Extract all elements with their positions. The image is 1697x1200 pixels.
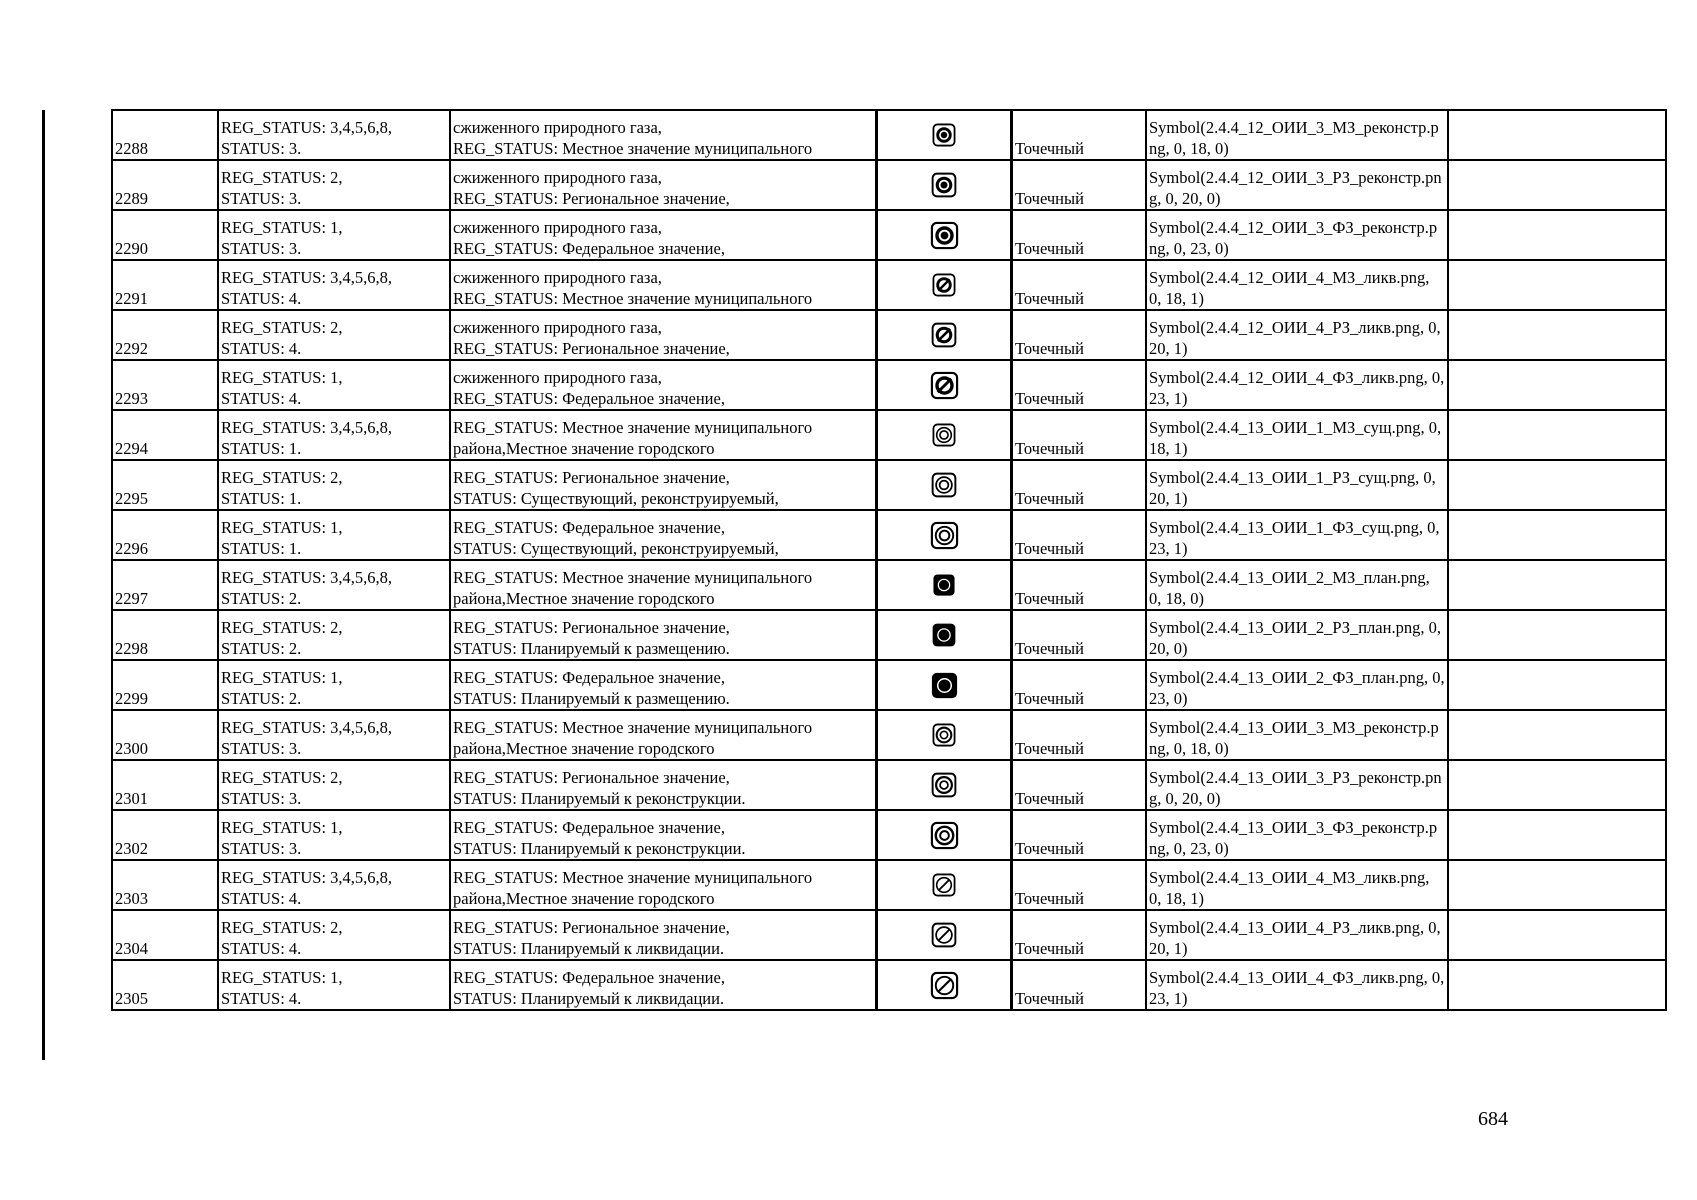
description-cell (450, 160, 877, 210)
facility-liquidate-icon (929, 974, 960, 993)
reg-status-line: REG_STATUS: 2, (221, 918, 343, 937)
description-cell (450, 810, 877, 860)
empty-cell (1448, 910, 1666, 960)
status-codes-cell (218, 310, 450, 360)
empty-cell (1448, 260, 1666, 310)
empty-cell (1448, 160, 1666, 210)
row-number: 2294 (112, 410, 218, 460)
symbol-preview-cell (877, 110, 1012, 160)
geometry-type-cell: Точечный (1012, 610, 1147, 660)
row-number: 2302 (112, 810, 218, 860)
status-line: STATUS: 4. (221, 389, 302, 408)
description-line: STATUS: Планируемый к реконструкции. (453, 789, 746, 808)
description-line: сжиженного природного газа, (453, 368, 662, 387)
geometry-type-cell: Точечный (1012, 160, 1147, 210)
symbol-definition: Symbol(2.4.4_13_ОИИ_2_ФЗ_план.png, 0, 23, 0) (1149, 668, 1445, 708)
description-line: REG_STATUS: Местное значение муниципального (453, 718, 813, 737)
description-cell (450, 210, 877, 260)
description-line: STATUS: Планируемый к размещению. (453, 639, 730, 658)
symbol-definition-cell (1146, 160, 1448, 210)
row-number: 2305 (112, 960, 218, 1010)
description-line: района,Местное значение городского (453, 589, 715, 608)
description-cell (450, 560, 877, 610)
status-codes-cell (218, 910, 450, 960)
facility-reconstruct-icon (930, 774, 958, 793)
symbol-preview-cell (877, 810, 1012, 860)
description-line: REG_STATUS: Региональное значение, (453, 468, 730, 487)
empty-cell (1448, 960, 1666, 1010)
row-number: 2300 (112, 710, 218, 760)
facility-reconstruct-icon (929, 824, 960, 843)
symbol-definition: Symbol(2.4.4_13_ОИИ_4_МЗ_ликв.png, 0, 18, 1) (1149, 868, 1430, 908)
margin-rule (42, 110, 45, 1060)
symbol-definition-cell (1146, 810, 1448, 860)
status-line: STATUS: 4. (221, 989, 302, 1008)
status-line: STATUS: 3. (221, 839, 302, 858)
table-body (112, 110, 1666, 1010)
row-number: 2290 (112, 210, 218, 260)
geometry-type-cell: Точечный (1012, 960, 1147, 1010)
reg-status-line: REG_STATUS: 2, (221, 468, 343, 487)
description-line: REG_STATUS: Федеральное значение, (453, 239, 725, 258)
description-line: REG_STATUS: Региональное значение, (453, 768, 730, 787)
reg-status-line: REG_STATUS: 1, (221, 218, 343, 237)
symbol-definition: Symbol(2.4.4_13_ОИИ_2_МЗ_план.png, 0, 18, 0) (1149, 568, 1430, 608)
geometry-type-cell: Точечный (1012, 460, 1147, 510)
table-row (112, 110, 1666, 160)
reg-status-line: REG_STATUS: 1, (221, 668, 343, 687)
status-codes-cell (218, 410, 450, 460)
gas-station-reconstruct-icon (929, 224, 960, 243)
row-number: 2293 (112, 360, 218, 410)
description-cell (450, 360, 877, 410)
reg-status-line: REG_STATUS: 3,4,5,6,8, (221, 718, 393, 737)
symbol-preview-cell (877, 460, 1012, 510)
status-codes-cell (218, 560, 450, 610)
symbol-definition-cell (1146, 660, 1448, 710)
empty-cell (1448, 560, 1666, 610)
status-codes-cell (218, 110, 450, 160)
geometry-type-cell: Точечный (1012, 360, 1147, 410)
symbol-definition: Symbol(2.4.4_12_ОИИ_3_МЗ_реконстр.png, 0, 18, 0) (1149, 118, 1439, 158)
reg-status-line: REG_STATUS: 3,4,5,6,8, (221, 268, 393, 287)
status-line: STATUS: 1. (221, 489, 302, 508)
symbol-preview-cell (877, 210, 1012, 260)
table-row (112, 410, 1666, 460)
symbol-preview-cell (877, 410, 1012, 460)
description-cell (450, 410, 877, 460)
table-row (112, 860, 1666, 910)
description-cell (450, 910, 877, 960)
description-line: сжиженного природного газа, (453, 268, 662, 287)
reg-status-line: REG_STATUS: 3,4,5,6,8, (221, 868, 393, 887)
reg-status-line: REG_STATUS: 3,4,5,6,8, (221, 568, 393, 587)
reg-status-line: REG_STATUS: 1, (221, 368, 343, 387)
table-row (112, 810, 1666, 860)
geometry-type-cell: Точечный (1012, 860, 1147, 910)
geometry-type-cell: Точечный (1012, 410, 1147, 460)
gas-station-liquidate-icon (929, 374, 960, 393)
symbol-definition: Symbol(2.4.4_12_ОИИ_3_РЗ_реконстр.png, 0, 20, 0) (1149, 168, 1442, 208)
row-number: 2299 (112, 660, 218, 710)
status-line: STATUS: 2. (221, 589, 302, 608)
geometry-type-cell: Точечный (1012, 810, 1147, 860)
symbol-preview-cell (877, 160, 1012, 210)
row-number: 2297 (112, 560, 218, 610)
table-row (112, 210, 1666, 260)
facility-liquidate-icon (930, 924, 958, 943)
description-line: сжиженного природного газа, (453, 118, 662, 137)
status-codes-cell (218, 260, 450, 310)
symbol-definition: Symbol(2.4.4_13_ОИИ_3_ФЗ_реконстр.png, 0, 23, 0) (1149, 818, 1438, 858)
empty-cell (1448, 760, 1666, 810)
symbol-preview-cell (877, 710, 1012, 760)
description-line: REG_STATUS: Региональное значение, (453, 618, 730, 637)
symbol-definition: Symbol(2.4.4_13_ОИИ_2_РЗ_план.png, 0, 20, 0) (1149, 618, 1441, 658)
status-codes-cell (218, 760, 450, 810)
status-codes-cell (218, 710, 450, 760)
symbol-definition: Symbol(2.4.4_13_ОИИ_4_РЗ_ликв.png, 0, 20, 1) (1149, 918, 1441, 958)
reg-status-line: REG_STATUS: 3,4,5,6,8, (221, 118, 393, 137)
status-line: STATUS: 3. (221, 189, 302, 208)
symbol-definition: Symbol(2.4.4_12_ОИИ_4_ФЗ_ликв.png, 0, 23, 1) (1149, 368, 1445, 408)
status-line: STATUS: 1. (221, 439, 302, 458)
empty-cell (1448, 860, 1666, 910)
description-line: STATUS: Существующий, реконструируемый, (453, 489, 779, 508)
table-row (112, 710, 1666, 760)
status-codes-cell (218, 460, 450, 510)
geometry-type-cell: Точечный (1012, 210, 1147, 260)
facility-planned-icon (931, 574, 957, 593)
symbol-preview-cell (877, 360, 1012, 410)
reg-status-line: REG_STATUS: 2, (221, 618, 343, 637)
page-number: 684 (1478, 1108, 1508, 1130)
symbol-definition-cell (1146, 260, 1448, 310)
status-line: STATUS: 2. (221, 639, 302, 658)
status-codes-cell (218, 360, 450, 410)
symbol-definition: Symbol(2.4.4_13_ОИИ_3_РЗ_реконстр.png, 0, 20, 0) (1149, 768, 1442, 808)
status-codes-cell (218, 860, 450, 910)
facility-planned-icon (930, 624, 958, 643)
reg-status-line: REG_STATUS: 1, (221, 518, 343, 537)
status-codes-cell (218, 510, 450, 560)
gas-station-liquidate-icon (930, 324, 958, 343)
reg-status-line: REG_STATUS: 1, (221, 818, 343, 837)
status-codes-cell (218, 160, 450, 210)
table-row (112, 910, 1666, 960)
description-cell (450, 710, 877, 760)
description-line: REG_STATUS: Местное значение муниципального (453, 568, 813, 587)
status-codes-cell (218, 660, 450, 710)
symbol-definition-cell (1146, 410, 1448, 460)
description-cell (450, 660, 877, 710)
description-cell (450, 960, 877, 1010)
symbol-definition: Symbol(2.4.4_13_ОИИ_1_ФЗ_сущ.png, 0, 23, 1) (1149, 518, 1440, 558)
reg-status-line: REG_STATUS: 2, (221, 768, 343, 787)
symbol-definition: Symbol(2.4.4_13_ОИИ_3_МЗ_реконстр.png, 0, 18, 0) (1149, 718, 1439, 758)
facility-liquidate-icon (931, 874, 957, 893)
symbol-definition: Symbol(2.4.4_12_ОИИ_4_МЗ_ликв.png, 0, 18, 1) (1149, 268, 1430, 308)
symbol-definition-cell (1146, 110, 1448, 160)
table-row (112, 510, 1666, 560)
symbol-definition-cell (1146, 510, 1448, 560)
symbol-definition: Symbol(2.4.4_12_ОИИ_4_РЗ_ликв.png, 0, 20, 1) (1149, 318, 1441, 358)
symbol-definition-cell (1146, 360, 1448, 410)
row-number: 2301 (112, 760, 218, 810)
gas-station-reconstruct-icon (930, 174, 958, 193)
description-line: REG_STATUS: Местное значение муниципального (453, 139, 813, 158)
description-line: сжиженного природного газа, (453, 218, 662, 237)
status-line: STATUS: 2. (221, 689, 302, 708)
description-line: REG_STATUS: Федеральное значение, (453, 668, 725, 687)
empty-cell (1448, 410, 1666, 460)
geometry-type-cell: Точечный (1012, 260, 1147, 310)
status-line: STATUS: 4. (221, 889, 302, 908)
geometry-type-cell: Точечный (1012, 910, 1147, 960)
status-line: STATUS: 3. (221, 789, 302, 808)
reg-status-line: REG_STATUS: 2, (221, 168, 343, 187)
symbol-definition-cell (1146, 560, 1448, 610)
status-codes-cell (218, 960, 450, 1010)
symbol-definition-cell (1146, 610, 1448, 660)
description-line: STATUS: Планируемый к размещению. (453, 689, 730, 708)
reg-status-line: REG_STATUS: 2, (221, 318, 343, 337)
reg-status-line: REG_STATUS: 3,4,5,6,8, (221, 418, 393, 437)
empty-cell (1448, 310, 1666, 360)
table-row (112, 660, 1666, 710)
empty-cell (1448, 810, 1666, 860)
description-line: REG_STATUS: Местное значение муниципального (453, 418, 813, 437)
status-line: STATUS: 3. (221, 239, 302, 258)
facility-existing-icon (929, 524, 960, 543)
status-line: STATUS: 1. (221, 539, 302, 558)
symbol-preview-cell (877, 860, 1012, 910)
symbol-definition: Symbol(2.4.4_13_ОИИ_4_ФЗ_ликв.png, 0, 23, 1) (1149, 968, 1445, 1008)
row-number: 2296 (112, 510, 218, 560)
symbol-definition-cell (1146, 210, 1448, 260)
geometry-type-cell: Точечный (1012, 560, 1147, 610)
geometry-type-cell: Точечный (1012, 710, 1147, 760)
geometry-type-cell: Точечный (1012, 110, 1147, 160)
geometry-type-cell: Точечный (1012, 510, 1147, 560)
empty-cell (1448, 110, 1666, 160)
row-number: 2298 (112, 610, 218, 660)
symbol-preview-cell (877, 960, 1012, 1010)
empty-cell (1448, 210, 1666, 260)
description-line: STATUS: Существующий, реконструируемый, (453, 539, 779, 558)
status-codes-cell (218, 810, 450, 860)
table-row (112, 560, 1666, 610)
description-line: REG_STATUS: Региональное значение, (453, 918, 730, 937)
geometry-type-cell: Точечный (1012, 660, 1147, 710)
symbol-preview-cell (877, 760, 1012, 810)
empty-cell (1448, 660, 1666, 710)
description-line: STATUS: Планируемый к ликвидации. (453, 939, 725, 958)
symbol-preview-cell (877, 660, 1012, 710)
row-number: 2303 (112, 860, 218, 910)
row-number: 2295 (112, 460, 218, 510)
description-line: STATUS: Планируемый к реконструкции. (453, 839, 746, 858)
geometry-type-cell: Точечный (1012, 760, 1147, 810)
symbol-table (111, 109, 1667, 1011)
symbol-definition: Symbol(2.4.4_13_ОИИ_1_МЗ_сущ.png, 0, 18, 1) (1149, 418, 1442, 458)
description-line: REG_STATUS: Федеральное значение, (453, 518, 725, 537)
description-cell (450, 760, 877, 810)
symbol-preview-cell (877, 610, 1012, 660)
symbol-definition-cell (1146, 710, 1448, 760)
status-line: STATUS: 4. (221, 289, 302, 308)
empty-cell (1448, 510, 1666, 560)
description-line: района,Местное значение городского (453, 739, 715, 758)
description-line: REG_STATUS: Федеральное значение, (453, 968, 725, 987)
status-line: STATUS: 4. (221, 939, 302, 958)
empty-cell (1448, 610, 1666, 660)
description-line: REG_STATUS: Региональное значение, (453, 189, 730, 208)
description-line: REG_STATUS: Местное значение муниципального (453, 289, 813, 308)
status-codes-cell (218, 610, 450, 660)
description-line: сжиженного природного газа, (453, 168, 662, 187)
row-number: 2292 (112, 310, 218, 360)
symbol-definition-cell (1146, 310, 1448, 360)
gas-station-reconstruct-icon (931, 124, 957, 143)
symbol-definition-cell (1146, 460, 1448, 510)
row-number: 2289 (112, 160, 218, 210)
table-row (112, 160, 1666, 210)
description-cell (450, 110, 877, 160)
symbol-preview-cell (877, 910, 1012, 960)
table-row (112, 610, 1666, 660)
table-row (112, 760, 1666, 810)
facility-existing-icon (931, 424, 957, 443)
facility-reconstruct-icon (931, 724, 957, 743)
description-cell (450, 510, 877, 560)
status-line: STATUS: 3. (221, 739, 302, 758)
description-line: сжиженного природного газа, (453, 318, 662, 337)
status-line: STATUS: 3. (221, 139, 302, 158)
table-row (112, 310, 1666, 360)
gas-station-liquidate-icon (931, 274, 957, 293)
description-line: района,Местное значение городского (453, 889, 715, 908)
description-line: REG_STATUS: Федеральное значение, (453, 818, 725, 837)
symbol-preview-cell (877, 260, 1012, 310)
description-cell (450, 460, 877, 510)
table-row (112, 260, 1666, 310)
symbol-definition-cell (1146, 910, 1448, 960)
description-cell (450, 310, 877, 360)
status-line: STATUS: 4. (221, 339, 302, 358)
geometry-type-cell: Точечный (1012, 310, 1147, 360)
symbol-definition-cell (1146, 760, 1448, 810)
table-row (112, 460, 1666, 510)
row-number: 2291 (112, 260, 218, 310)
table-row (112, 960, 1666, 1010)
symbol-definition-cell (1146, 960, 1448, 1010)
description-line: STATUS: Планируемый к ликвидации. (453, 989, 725, 1008)
symbol-preview-cell (877, 310, 1012, 360)
facility-planned-icon (929, 674, 960, 693)
description-cell (450, 610, 877, 660)
facility-existing-icon (930, 474, 958, 493)
row-number: 2304 (112, 910, 218, 960)
symbol-definition-cell (1146, 860, 1448, 910)
symbol-definition: Symbol(2.4.4_12_ОИИ_3_ФЗ_реконстр.png, 0, 23, 0) (1149, 218, 1438, 258)
row-number: 2288 (112, 110, 218, 160)
reg-status-line: REG_STATUS: 1, (221, 968, 343, 987)
table-row (112, 360, 1666, 410)
description-cell (450, 860, 877, 910)
description-line: района,Местное значение городского (453, 439, 715, 458)
symbol-preview-cell (877, 560, 1012, 610)
empty-cell (1448, 460, 1666, 510)
description-line: REG_STATUS: Региональное значение, (453, 339, 730, 358)
empty-cell (1448, 710, 1666, 760)
status-codes-cell (218, 210, 450, 260)
description-cell (450, 260, 877, 310)
description-line: REG_STATUS: Федеральное значение, (453, 389, 725, 408)
symbol-preview-cell (877, 510, 1012, 560)
description-line: REG_STATUS: Местное значение муниципального (453, 868, 813, 887)
empty-cell (1448, 360, 1666, 410)
symbol-definition: Symbol(2.4.4_13_ОИИ_1_РЗ_сущ.png, 0, 20, 1) (1149, 468, 1436, 508)
